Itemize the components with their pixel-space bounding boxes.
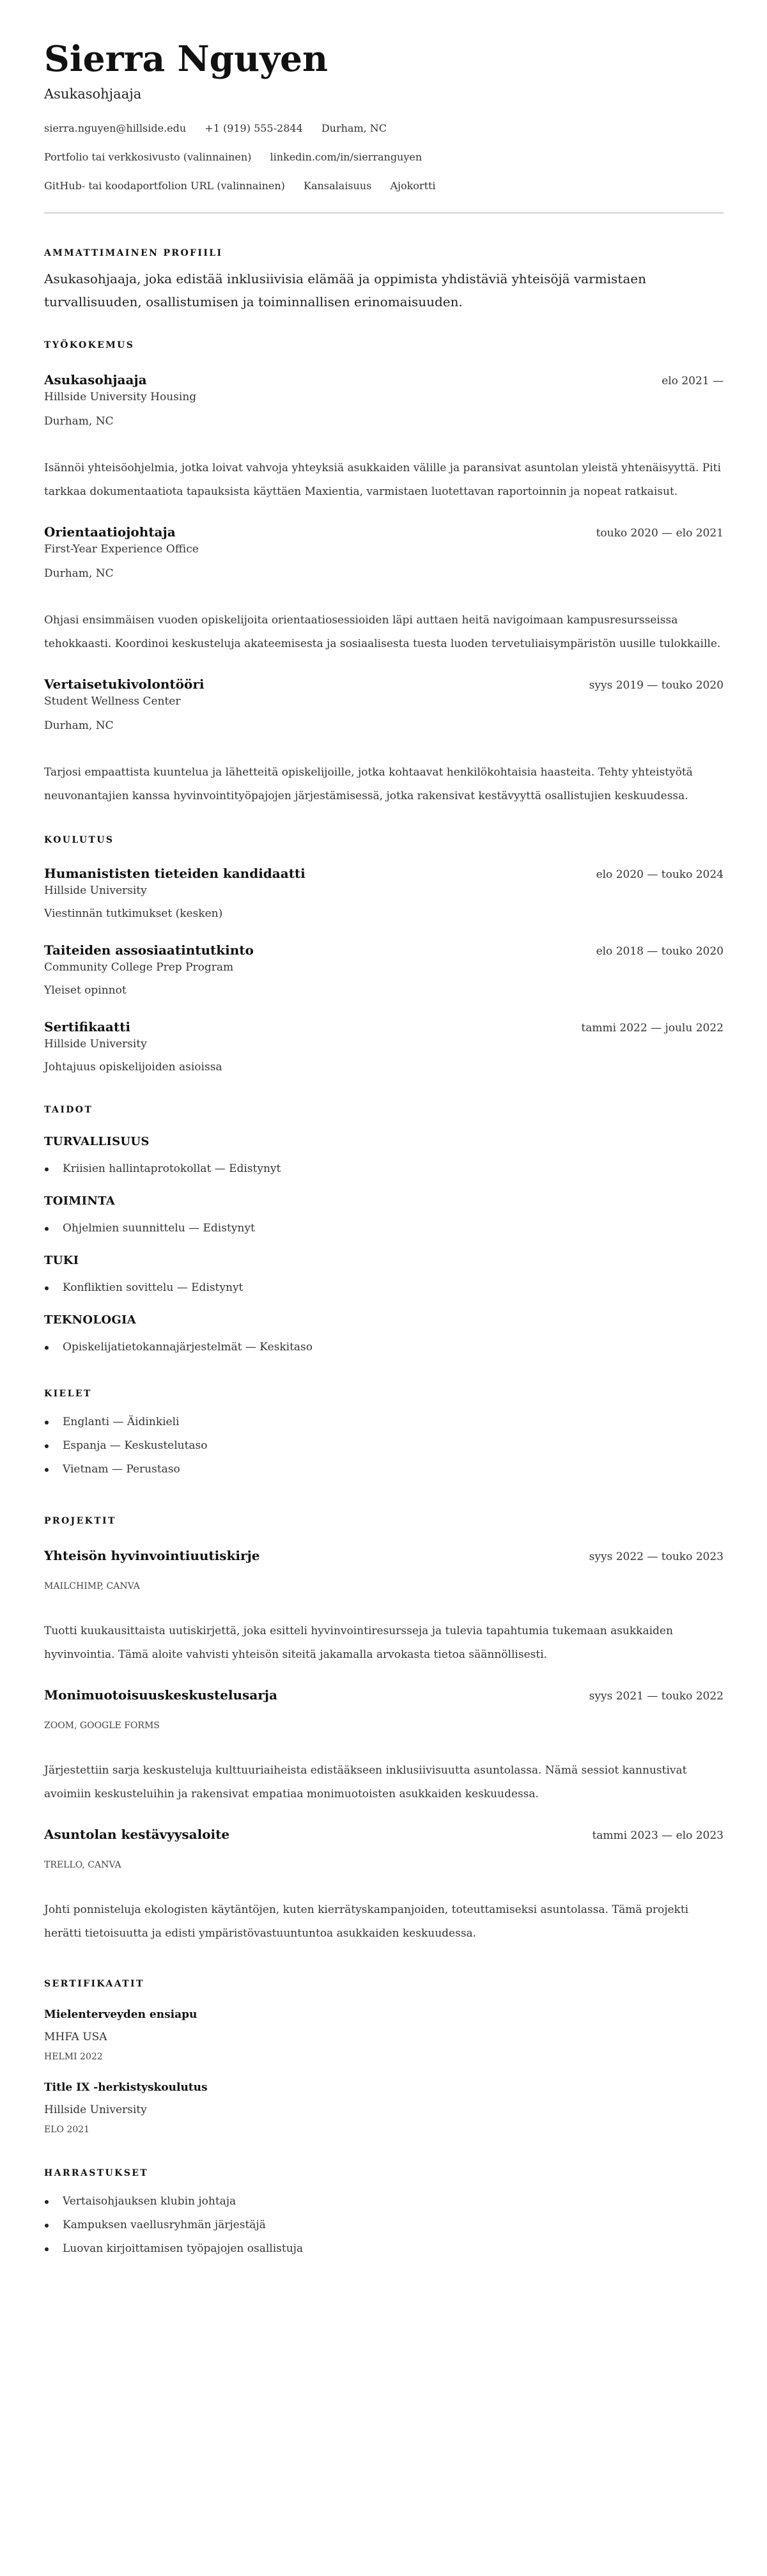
- project-description: Järjestettiin sarja keskusteluja kulttuuriaiheista edistääkseen inklusiivisuutta asuntolassa. Nämä sessiot kannustivat avoimiin keskusteluihin ja rakensivat empatiaa monimuotoisten asukkaiden keskuudessa.: [44, 1764, 687, 1800]
- skill-list: [44, 1157, 724, 1181]
- section-profile: [44, 247, 724, 313]
- entry-header: [44, 1686, 724, 1704]
- school-name: Hillside University: [44, 884, 147, 897]
- field-of-study: Yleiset opinnot: [44, 984, 127, 997]
- certification-issuer: Hillside University: [44, 2104, 147, 2116]
- project-name: Monimuotoisuuskeskustelusarja: [44, 1687, 277, 1703]
- section-title: TAIDOT: [44, 1105, 93, 1115]
- skill-list: [44, 1217, 724, 1240]
- job-location: Durham, NC: [44, 567, 114, 580]
- section-skills: [44, 1104, 724, 1359]
- skill-group: [44, 1134, 724, 1181]
- job-dates: touko 2020 — elo 2021: [596, 527, 724, 540]
- degree-title: Humanististen tieteiden kandidaatti: [44, 866, 306, 881]
- skill-group-title: TOIMINTA: [44, 1194, 116, 1208]
- job-dates: elo 2021 —: [662, 375, 724, 387]
- certification-issuer: MHFA USA: [44, 2031, 107, 2043]
- experience-entry: [44, 523, 724, 656]
- section-title: SERTIFIKAATIT: [44, 1979, 144, 1989]
- job-dates: syys 2019 — touko 2020: [589, 679, 724, 692]
- skill-list: [44, 1276, 724, 1300]
- entry-header: [44, 864, 724, 882]
- entry-header: [44, 523, 724, 541]
- skill-item: Konfliktien sovittelu — Edistynyt: [44, 1276, 724, 1300]
- section-projects: [44, 1515, 724, 1946]
- certification-name: Mielenterveyden ensiapu: [44, 2008, 198, 2021]
- section-title: AMMATTIMAINEN PROFIILI: [44, 248, 223, 258]
- entry-header: [44, 675, 724, 693]
- skill-group-title: TEKNOLOGIA: [44, 1313, 136, 1327]
- job-description: Tarjosi empaattista kuuntelua ja lähetteitä opiskelijoille, jotka kohtaavat henkilökohtaisia haasteita. Tehty yhteistyötä neuvonantajien kanssa hyvinvointityöpajojen järjestämisessä, jotka rakensivat kestävyyttä osallistujien keskuudessa.: [44, 766, 693, 802]
- language-list: [44, 1410, 724, 1481]
- entry-header: [44, 941, 724, 959]
- certification-entry: [44, 2007, 724, 2063]
- degree-title: Sertifikaatti: [44, 1019, 130, 1034]
- project-dates: tammi 2023 — elo 2023: [592, 1829, 724, 1842]
- citizenship-text: Kansalaisuus: [303, 180, 372, 192]
- interest-item: Vertaisohjauksen klubin johtaja: [44, 2190, 724, 2213]
- certification-date: ELO 2021: [44, 2125, 90, 2135]
- job-description: Ohjasi ensimmäisen vuoden opiskelijoita orientaatiosessioiden läpi auttaen heitä navigoimaan kampusresursseissa tehokkaasti. Koordinoi keskusteluja akateemisesta ja sosiaalisesta tuesta luoden tervetuliaisympäristön uusille tulokkaille.: [44, 614, 721, 650]
- portfolio-link[interactable]: Portfolio tai verkkosivusto (valinnainen): [44, 151, 252, 163]
- entry-header: [44, 1018, 724, 1036]
- project-dates: syys 2021 — touko 2022: [589, 1690, 724, 1703]
- certification-name: Title IX -herkistyskoulutus: [44, 2081, 208, 2094]
- section-certifications: [44, 1978, 724, 2136]
- education-entry: [44, 941, 724, 999]
- location-text: Durham, NC: [321, 122, 387, 134]
- project-name: Asuntolan kestävyysaloite: [44, 1827, 230, 1842]
- education-dates: elo 2018 — touko 2020: [596, 945, 724, 958]
- degree-title: Taiteiden assosiaatintutkinto: [44, 942, 254, 958]
- linkedin-link[interactable]: linkedin.com/in/sierranguyen: [270, 151, 422, 163]
- header-divider: [44, 212, 724, 214]
- contact-row: [44, 150, 724, 164]
- skill-group: [44, 1253, 724, 1300]
- entry-header: [44, 1547, 724, 1565]
- project-tech: TRELLO, CANVA: [44, 1860, 121, 1870]
- project-dates: syys 2022 — touko 2023: [589, 1550, 724, 1563]
- contact-row: [44, 121, 724, 136]
- entry-header: [44, 1825, 724, 1843]
- interest-item: Kampuksen vaellusryhmän järjestäjä: [44, 2213, 724, 2237]
- education-entry: [44, 1018, 724, 1075]
- school-name: Hillside University: [44, 1038, 147, 1050]
- job-org: Student Wellness Center: [44, 695, 181, 708]
- contact-row: [44, 179, 724, 193]
- section-title: KOULUTUS: [44, 835, 114, 845]
- candidate-headline: Asukasohjaaja: [44, 86, 142, 102]
- skill-group: [44, 1313, 724, 1359]
- section-experience: [44, 339, 724, 808]
- certification-date: HELMI 2022: [44, 2052, 103, 2062]
- section-languages: [44, 1387, 724, 1481]
- skill-item: Ohjelmien suunnittelu — Edistynyt: [44, 1217, 724, 1240]
- school-name: Community College Prep Program: [44, 961, 234, 974]
- section-title: TYÖKOKEMUS: [44, 340, 135, 350]
- candidate-name: Sierra Nguyen: [44, 38, 329, 79]
- education-dates: elo 2020 — touko 2024: [596, 868, 724, 881]
- phone-link[interactable]: +1 (919) 555-2844: [205, 122, 303, 134]
- section-interests: [44, 2167, 724, 2261]
- language-item: Espanja — Keskustelutaso: [44, 1434, 724, 1458]
- experience-entry: [44, 675, 724, 808]
- job-org: First-Year Experience Office: [44, 543, 199, 556]
- project-entry: [44, 1686, 724, 1806]
- field-of-study: Viestinnän tutkimukset (kesken): [44, 907, 223, 920]
- entry-header: [44, 371, 724, 389]
- interest-list: [44, 2190, 724, 2261]
- job-title: Vertaisetukivolontööri: [44, 676, 205, 692]
- certification-entry: [44, 2080, 724, 2136]
- education-entry: [44, 864, 724, 922]
- field-of-study: Johtajuus opiskelijoiden asioissa: [44, 1061, 222, 1073]
- project-tech: ZOOM, GOOGLE FORMS: [44, 1721, 160, 1731]
- section-title: HARRASTUKSET: [44, 2168, 149, 2178]
- contact-info: [44, 121, 724, 193]
- section-title: PROJEKTIT: [44, 1516, 116, 1526]
- resume-header: [44, 36, 724, 214]
- skill-item: Opiskelijatietokannajärjestelmät — Keskitaso: [44, 1336, 724, 1359]
- job-title: Orientaatiojohtaja: [44, 524, 176, 540]
- job-org: Hillside University Housing: [44, 391, 197, 403]
- project-description: Johti ponnisteluja ekologisten käytäntöjen, kuten kierrätyskampanjoiden, toteuttamiseksi asuntolassa. Tämä projekti herätti tietoisuutta ja edisti ympäristövastuuntuntoa asukkaiden keskuudessa.: [44, 1903, 689, 1940]
- section-title: KIELET: [44, 1389, 92, 1399]
- drivers-license-text: Ajokortti: [390, 180, 436, 192]
- project-name: Yhteisön hyvinvointiuutiskirje: [44, 1548, 260, 1563]
- interest-item: Luovan kirjoittamisen työpajojen osallistuja: [44, 2237, 724, 2261]
- skill-item: Kriisien hallintaprotokollat — Edistynyt: [44, 1157, 724, 1181]
- profile-summary: Asukasohjaaja, joka edistää inklusiivisia elämää ja oppimista yhdistäviä yhteisöjä varmistaen turvallisuuden, osallistumisen ja toiminnallisen erinomaisuuden.: [44, 271, 646, 309]
- github-link[interactable]: GitHub- tai koodaportfolion URL (valinnainen): [44, 180, 285, 192]
- project-entry: [44, 1825, 724, 1946]
- skill-list: [44, 1336, 724, 1359]
- job-location: Durham, NC: [44, 415, 114, 428]
- email-link[interactable]: sierra.nguyen@hillside.edu: [44, 122, 187, 134]
- project-description: Tuotti kuukausittaista uutiskirjettä, joka esitteli hyvinvointiresursseja ja tulevia tapahtumia tukemaan asukkaiden hyvinvointia. Tämä aloite vahvisti yhteisön siteitä jakamalla arvokasta tietoa säännöllisesti.: [44, 1625, 673, 1661]
- section-education: [44, 834, 724, 1075]
- skill-group-title: TUKI: [44, 1254, 79, 1267]
- job-location: Durham, NC: [44, 719, 114, 732]
- skill-group: [44, 1194, 724, 1240]
- project-tech: MAILCHIMP, CANVA: [44, 1581, 140, 1591]
- job-description: Isännöi yhteisöohjelmia, jotka loivat vahvoja yhteyksiä asukkaiden välille ja paransivat asuntolan yleistä yhtenäisyyttä. Piti tarkkaa dokumentaatiota tapauksista käyttäen Maxientia, varmistaen luotettavan raportoinnin ja nopeat ratkaisut.: [44, 462, 721, 498]
- language-item: Englanti — Äidinkieli: [44, 1410, 724, 1434]
- education-dates: tammi 2022 — joulu 2022: [581, 1022, 724, 1034]
- job-title: Asukasohjaaja: [44, 372, 147, 387]
- language-item: Vietnam — Perustaso: [44, 1458, 724, 1481]
- skill-group-title: TURVALLISUUS: [44, 1135, 150, 1148]
- experience-entry: [44, 371, 724, 504]
- project-entry: [44, 1547, 724, 1667]
